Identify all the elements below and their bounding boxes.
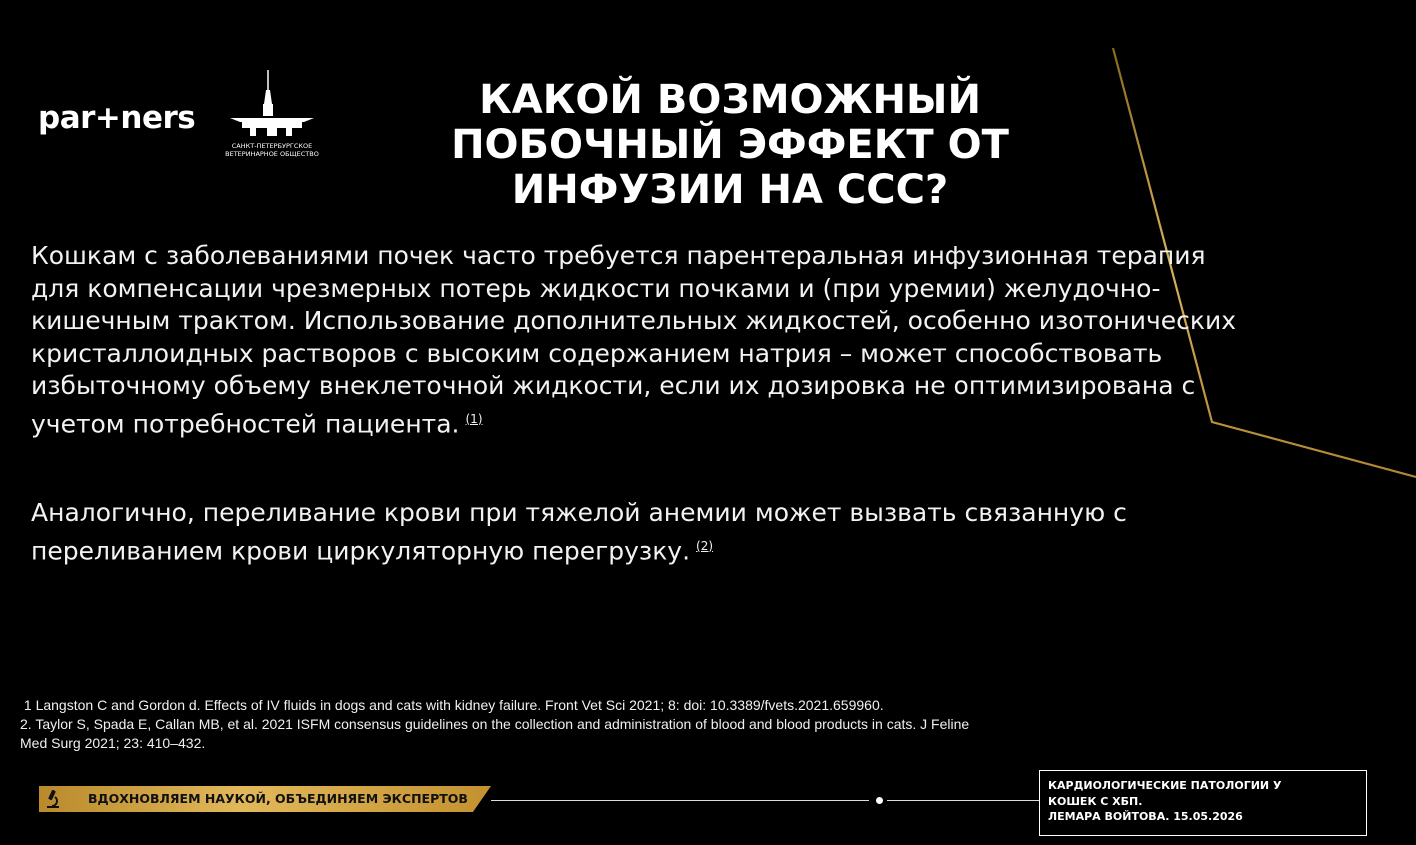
reference-link-1[interactable]: (1) — [465, 411, 483, 426]
page-title — [380, 78, 1080, 213]
text-line: кишечным трактом. Использование дополнительных жидкостей, особенно изотонических — [31, 306, 1237, 335]
footer-divider-left — [491, 800, 869, 801]
reference-link-2[interactable]: (2) — [696, 538, 714, 553]
text-line: избыточному объему внеклеточной жидкости, если их дозировка не оптимизирована с — [31, 371, 1196, 400]
fortress-spire-icon — [224, 68, 320, 140]
reference-item: 2. Taylor S, Spada E, Callan MB, et al. 2021 ISFM consensus guidelines on the collection and administration of blood and blood products in cats. J Feline — [20, 716, 970, 732]
text-line: Кошкам с заболеваниями почек часто требуется парентеральная инфузионная терапия — [31, 241, 1206, 270]
reference-item: 1 Langston C and Gordon d. Effects of IV fluids in dogs and cats with kidney failure. Front Vet Sci 2021; 8: doi: 10.3389/fvets.2021.659960. — [20, 697, 884, 713]
text-line: кристаллоидных растворов с высоким содержанием натрия – может способствовать — [31, 338, 1163, 368]
spb-vet-society-logo — [222, 68, 322, 158]
slogan-text: ВДОХНОВЛЯЕМ НАУКОЙ, ОБЪЕДИНЯЕМ ЭКСПЕРТОВ — [88, 791, 468, 806]
text-line: Аналогично, переливание крови при тяжелой анемии может вызвать связанную с — [31, 498, 1127, 527]
info-line: КОШЕК С ХБП. — [1048, 794, 1143, 808]
presentation-info-box — [1039, 770, 1367, 836]
text-line: для компенсации чрезмерных потерь жидкости почками и (при уремии) желудочно- — [31, 273, 1161, 303]
title-line: КАКОЙ ВОЗМОЖНЫЙ — [479, 77, 981, 123]
text-line: учетом потребностей пациента. — [31, 408, 460, 438]
footer-divider-right — [887, 800, 1039, 801]
paragraph-transfusion — [31, 497, 1361, 567]
info-line: КАРДИОЛОГИЧЕСКИЕ ПАТОЛОГИИ У — [1048, 779, 1282, 792]
reference-item: Med Surg 2021; 23: 410–432. — [20, 735, 206, 751]
info-line: ЛЕМАРА ВОЙТОВА. 15.05.2026 — [1048, 810, 1243, 823]
partners-logo: par+ners — [38, 100, 196, 136]
microscope-icon — [41, 788, 63, 810]
paragraph-infusion — [31, 240, 1361, 440]
title-line: ИНФУЗИИ НА ССС? — [511, 167, 949, 213]
footer-divider-dot — [876, 797, 883, 804]
references — [20, 696, 1100, 753]
title-line: ПОБОЧНЫЙ ЭФФЕКТ ОТ — [451, 122, 1009, 168]
slogan-banner — [39, 786, 491, 812]
society-name: САНКТ-ПЕТЕРБУРГСКОЕ ВЕТЕРИНАРНОЕ ОБЩЕСТВО — [225, 142, 319, 158]
text-line: переливанием крови циркуляторную перегрузку. — [31, 535, 691, 565]
